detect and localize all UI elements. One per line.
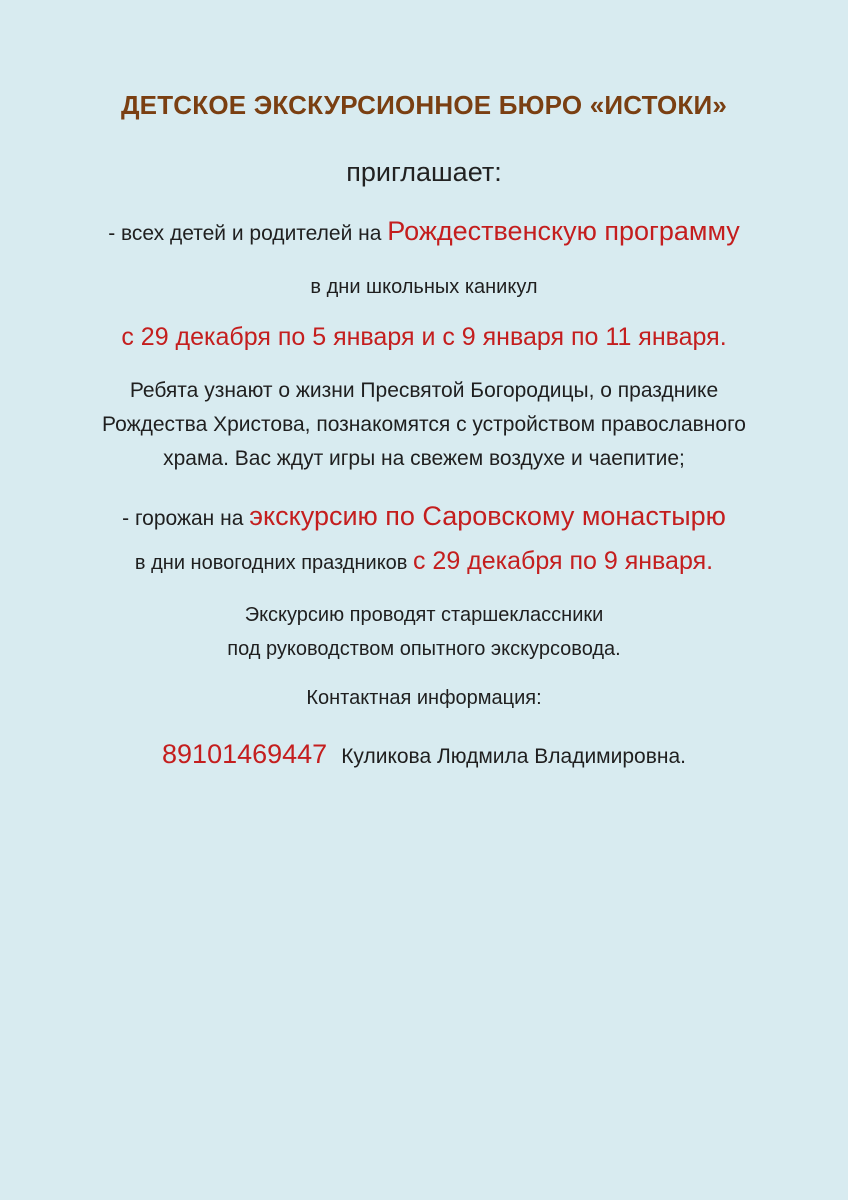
guides-description: [0, 598, 848, 666]
guides-description-line: Экскурсию проводят старшеклассники: [244, 604, 604, 626]
program-description: [0, 374, 848, 476]
program-description-line: Ребята узнают о жизни Пресвятой Богородицы, о празднике: [129, 379, 719, 402]
excursion-dates-highlight: с 29 декабря по 9 января.: [412, 547, 714, 575]
program-line: [0, 215, 848, 247]
guides-description-line: под руководством опытного экскурсовода.: [227, 638, 621, 660]
phone-number: 89101469447: [162, 739, 328, 769]
program-description-line: Рождества Христова, познакомятся с устройством православного: [102, 413, 746, 436]
invites-heading: приглашает:: [346, 157, 502, 187]
monastery-excursion-highlight: экскурсию по Саровскому монастырю: [249, 501, 726, 531]
contact-line: [0, 738, 848, 770]
program-line-prefix: - всех детей и родителей на: [108, 222, 388, 245]
program-dates: с 29 декабря по 5 января и с 9 января по 11 января.: [121, 323, 727, 351]
program-description-line: храма. Вас ждут игры на свежем воздухе и чаепитие;: [163, 447, 685, 470]
contact-name: Куликова Людмила Владимировна.: [341, 745, 686, 768]
excursion-line: [0, 500, 848, 532]
holidays-line: в дни школьных каникул: [310, 276, 538, 298]
excursion-dates-line: [0, 546, 848, 576]
excursion-line-prefix: - горожан на: [122, 507, 250, 530]
bureau-title: ДЕТСКОЕ ЭКСКУРСИОННОЕ БЮРО «ИСТОКИ»: [120, 90, 728, 120]
contact-label: Контактная информация:: [306, 687, 542, 709]
excursion-dates-prefix: в дни новогодних праздников: [134, 552, 413, 574]
christmas-program-highlight: Рождественскую программу: [387, 216, 740, 246]
